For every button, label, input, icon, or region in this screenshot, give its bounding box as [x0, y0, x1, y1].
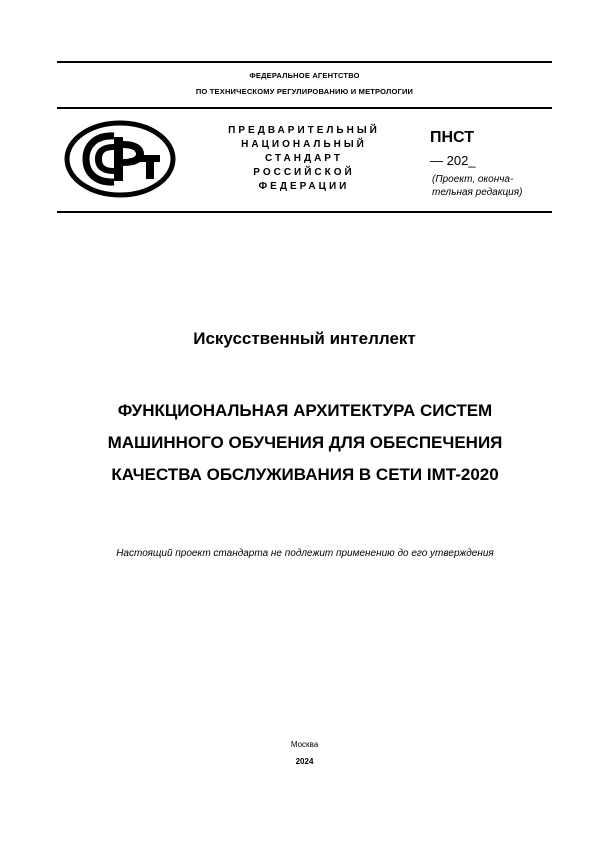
middle-rule	[57, 107, 552, 109]
publication-year: 2024	[295, 757, 314, 766]
document-title	[30, 395, 580, 491]
designation-note	[432, 173, 562, 199]
designation-note-line: (Проект, оконча-	[432, 174, 514, 185]
standard-type-line: ФЕДЕРАЦИИ	[258, 181, 350, 192]
agency-line-2: ПО ТЕХНИЧЕСКОМУ РЕГУЛИРОВАНИЮ И МЕТРОЛОГИИ	[195, 87, 414, 96]
title-line: ФУНКЦИОНАЛЬНАЯ АРХИТЕКТУРА СИСТЕМ	[117, 401, 493, 420]
designation-code: ПНСТ	[430, 129, 474, 146]
top-rule	[57, 61, 552, 63]
standard-type-line: НАЦИОНАЛЬНЫЙ	[241, 139, 367, 150]
publication-city: Москва	[290, 740, 319, 749]
designation-note-line: тельная редакция)	[432, 187, 523, 198]
standard-type-line: РОССИЙСКОЙ	[253, 167, 355, 178]
rst-logo-icon	[64, 120, 176, 198]
title-line: КАЧЕСТВА ОБСЛУЖИВАНИЯ В СЕТИ IMT-2020	[111, 465, 499, 484]
title-line: МАШИННОГО ОБУЧЕНИЯ ДЛЯ ОБЕСПЕЧЕНИЯ	[107, 433, 503, 452]
standard-type-line: ПРЕДВАРИТЕЛЬНЫЙ	[228, 125, 380, 136]
approval-notice: Настоящий проект стандарта не подлежит применению до его утверждения	[116, 548, 494, 559]
agency-line-1: ФЕДЕРАЛЬНОЕ АГЕНТСТВО	[249, 71, 360, 80]
bottom-rule	[57, 211, 552, 213]
standard-type-line: СТАНДАРТ	[265, 153, 343, 164]
document-subject: Искусственный интеллект	[193, 329, 416, 348]
designation-number: — 202_	[430, 153, 476, 168]
standard-type-block	[205, 124, 403, 194]
